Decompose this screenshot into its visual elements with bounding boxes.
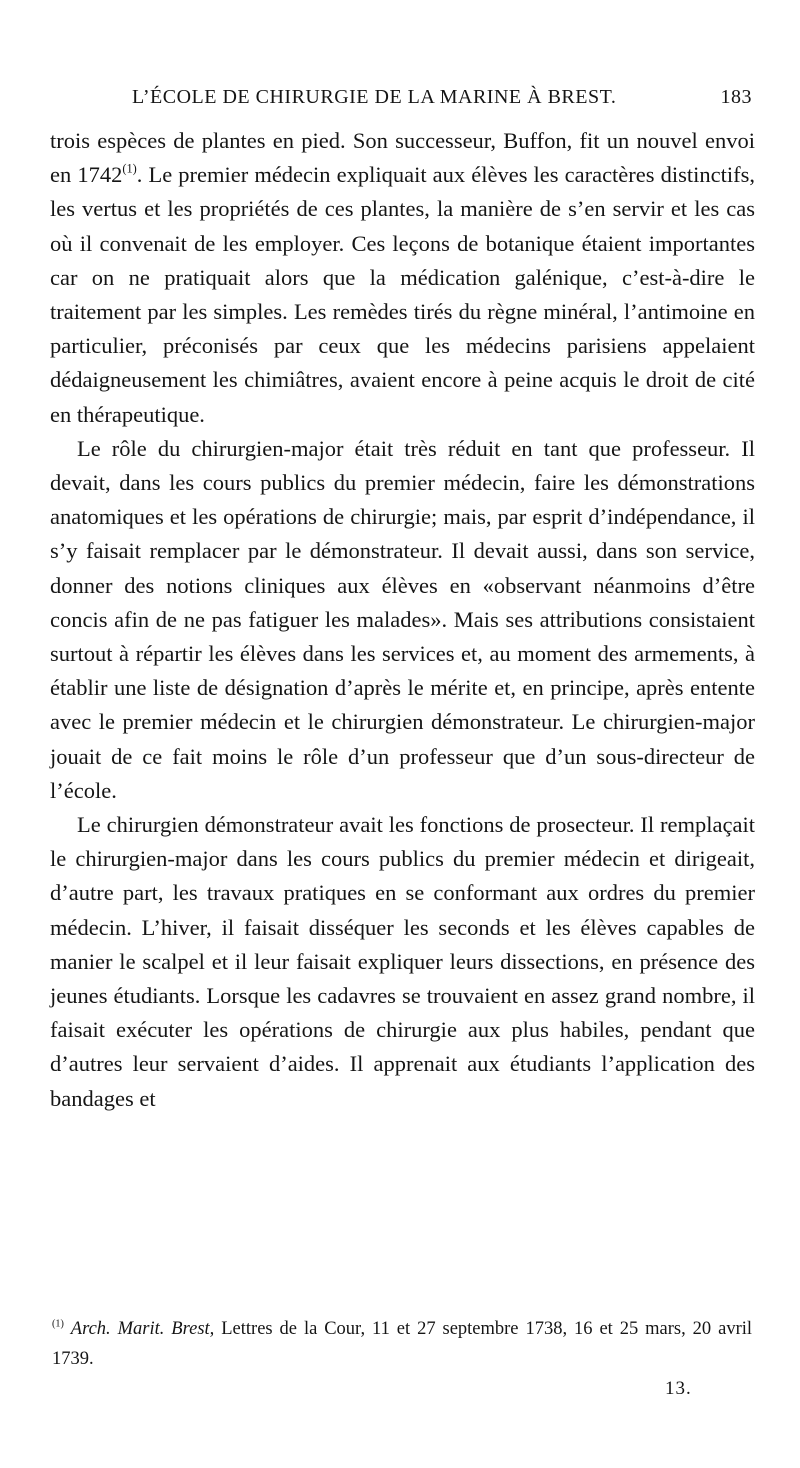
body-text	[50, 124, 755, 1116]
running-header	[52, 86, 752, 116]
footnote-reference: (1)	[122, 161, 137, 176]
footnote-text: Lettres de la Cour, 11 et 27 septembre 1738, 16 et 25 mars, 20 avril 1739.	[52, 1319, 753, 1369]
footnote-source: Arch. Marit. Brest,	[70, 1319, 215, 1339]
paragraph-2: Le rôle du chirurgien-major était très réduit en tant que professeur. Il devait, dans les cours publics du premier médecin, faire les démonstrations anatomiques et les opérations de chirurgie; mais, par esprit d’indépendance, il s’y faisait remplacer par le démonstrateur. Il devait aussi, dans son service, donner des notions cliniques aux élèves en «observant néanmoins d’être concis afin de ne pas fatiguer les malades». Mais ses attributions consistaient surtout à répartir les élèves dans les services et, au moment des armements, à établir une liste de désignation d’après le mérite et, en principe, après entente avec le premier médecin et le chirurgien démonstrateur. Le chirurgien-major jouait de ce fait moins le rôle d’un professeur que d’un sous-directeur de l’école.	[50, 435, 755, 803]
chapter-title: L’ÉCOLE DE CHIRURGIE DE LA MARINE À BREST.	[132, 86, 617, 108]
paragraph-1	[50, 124, 755, 432]
footnote-marker: (1)	[52, 1318, 64, 1330]
page-number: 183	[720, 86, 752, 108]
footnote	[52, 1314, 752, 1374]
paragraph-3: Le chirurgien démonstrateur avait les fonctions de prosecteur. Il remplaçait le chirurgien-major dans les cours publics du premier médecin et dirigeait, d’autre part, les travaux pratiques en se conformant aux ordres du premier médecin. L’hiver, il faisait disséquer les seconds et les élèves capables de manier le scalpel et il leur faisait expliquer leurs dissections, en présence des jeunes étudiants. Lorsque les cadavres se trouvaient en assez grand nombre, il faisait exécuter les opérations de chirurgie aux plus habiles, pendant que d’autres leur servaient d’aides. Il apprenait aux étudiants l’application des bandages et	[50, 812, 755, 1111]
paragraph-1-text-b: . Le premier médecin expliquait aux élèves les caractères distinctifs, les vertus et les propriétés de ces plantes, la manière de s’en servir et les cas où il convenait de les employer. Ces leçons de botanique étaient importantes car on ne pratiquait alors que la médication galénique, c’est-à-dire le traitement par les simples. Les remèdes tirés du règne minéral, l’antimoine en particulier, préconisés par ceux que les médecins parisiens appelaient dédaigneusement les chimiâtres, avaient encore à peine acquis le droit de cité en thérapeutique.	[50, 162, 755, 427]
paragraph-1-text-a: trois espèces de plantes en pied. Son successeur, Buffon, fit un nouvel envoi en 1742	[50, 128, 755, 188]
signature-mark: 13.	[665, 1378, 692, 1399]
